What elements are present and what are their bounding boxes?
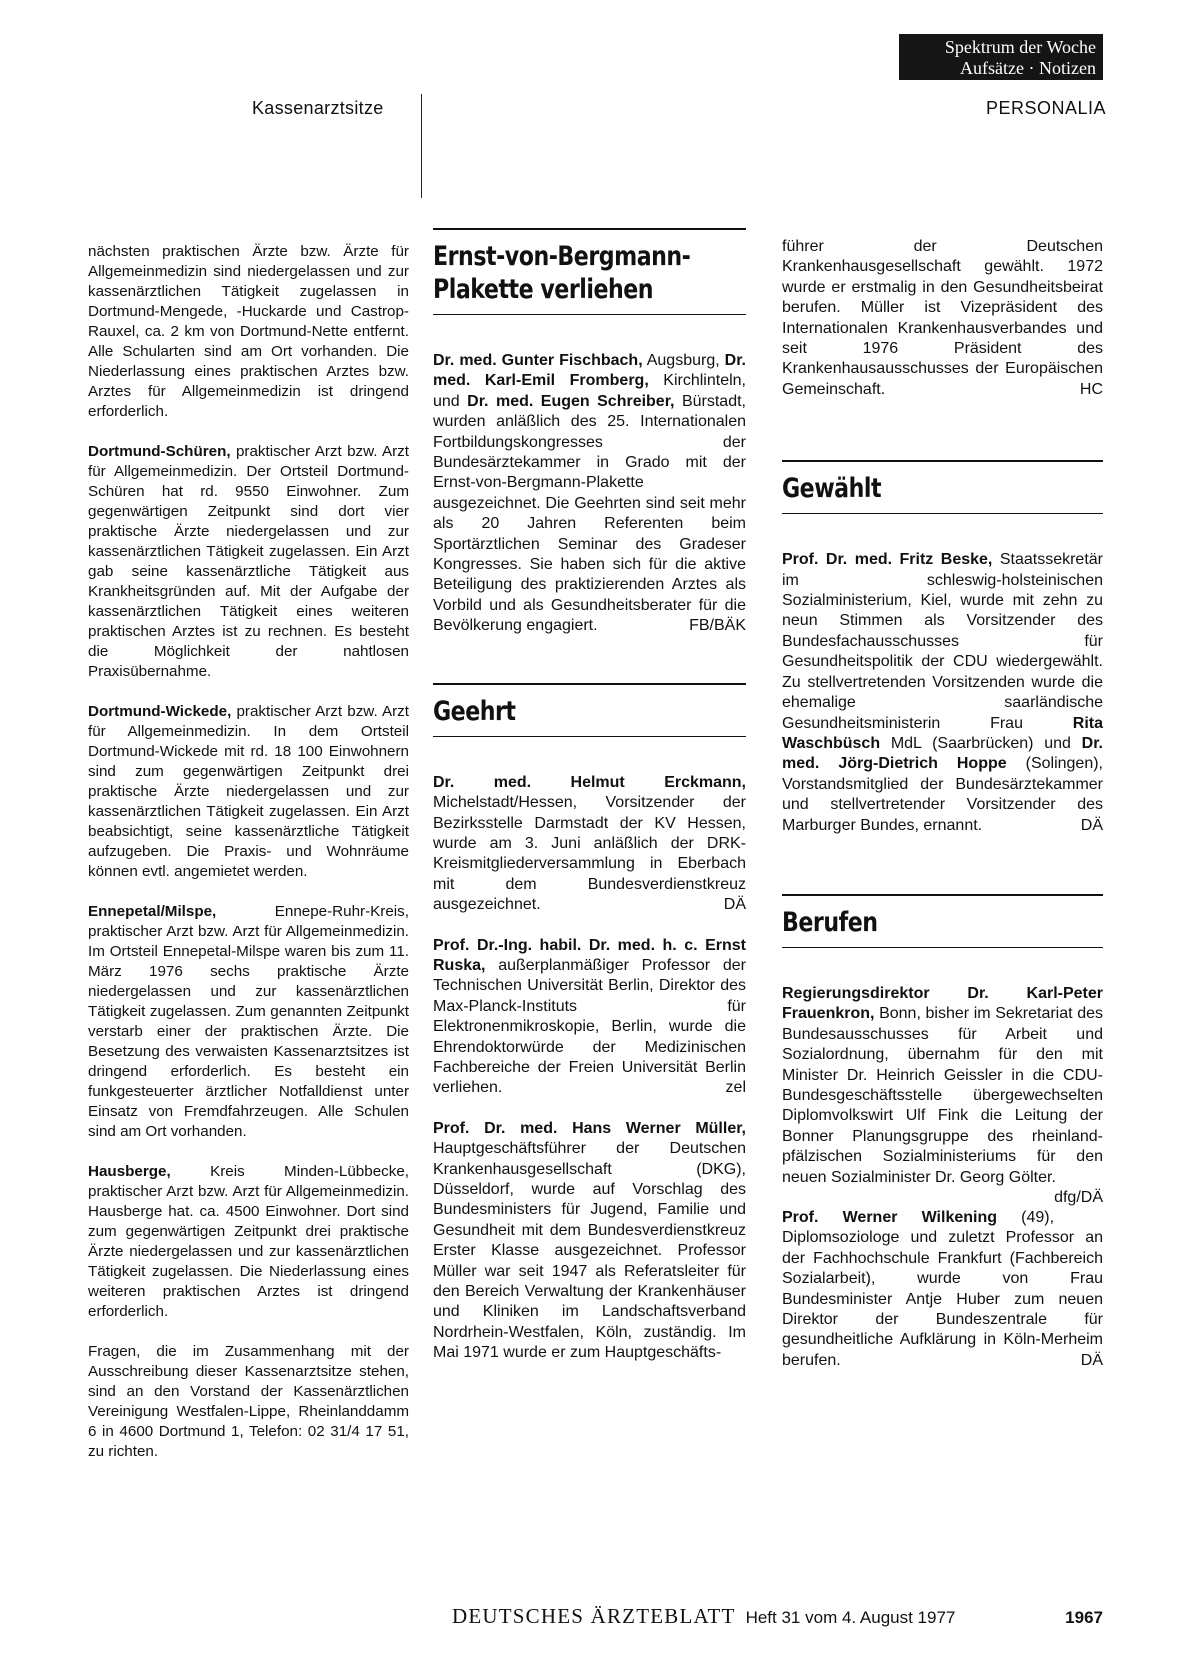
headline-rule-bottom [782, 513, 1103, 514]
left-column [88, 242, 409, 1462]
headline-rule-top [782, 460, 1103, 462]
article-erckmann [433, 773, 746, 916]
author-signature: DÄ [1080, 1351, 1103, 1369]
headline-line1: Ernst-von-Bergmann- [433, 241, 691, 272]
article-text: MdL (Saarbrücken) und [880, 734, 1082, 752]
person-name: Prof. Werner Wilkening [782, 1209, 998, 1226]
section-badge-line1: Spektrum der Woche [944, 37, 1096, 57]
article-mueller-continued [782, 237, 1103, 400]
article-text: Michelstadt/Hessen, Vorsitzender der Bezirksstelle Darmstadt der KV Hessen, wurde am 3. Juni anläßlich der DRK-Kreismitgliederversammlung in Eberbach mit dem Bundesverdienstkreuz ausgezeichnet. [433, 794, 746, 914]
article-text: außerplanmäßiger Professor der Technischen Universität Berlin, Direktor des Max-Planck-Instituts für Elektronenmikroskopie, Berlin, wurde die Ehrendoktorwürde der Medizinischen Fachbereiche der Freien Universität Berlin verliehen. [433, 956, 746, 1097]
left-running-head: Kassenarztsitze [252, 98, 384, 118]
article-text: (Solingen), Vorstandsmitglied der Bundesärztekammer und stellvertretender Vorsitzender des Marburger Bundes, ernannt. [782, 755, 1103, 834]
headline-line2: Plakette verliehen [433, 274, 654, 305]
listing-continuation: nächsten praktischen Ärzte bzw. Ärzte für Allgemeinmedizin sind niedergelassen und zur kassenärztlichen Tätigkeit zugelassen in Dortmund-Mengede, -Huckarde und Castrop-Rauxel, ca. 2 km von Dortmund-Nette entfernt. Alle Schularten sind am Ort vorhanden. Die Niederlassung eines praktischen Arztes bzw. Arztes für Allgemeinmedizin ist dringend erforderlich. [88, 243, 409, 420]
listing-place: Hausberge, [88, 1163, 171, 1180]
person-name: Prof. Dr. med. Hans Werner Müller, [433, 1119, 746, 1137]
right-column [782, 237, 1103, 1371]
article-text: Augsburg, [642, 352, 725, 369]
article-bergmann [433, 351, 746, 637]
person-name: Dr. med. Karl-Emil Fromberg, [433, 352, 746, 390]
person-name: Dr. med. Eugen Schreiber, [467, 392, 675, 410]
listing-text: praktischer Arzt bzw. Arzt für Allgemeinmedizin. In dem Ortsteil Dortmund-Wickede mit rd. 18 100 Einwohnern sind zum gegenwärtigen Zeitpunkt drei praktische Ärzte niedergelassen und zur kassenärztlichen Tätigkeit zugelassen. Ein Arzt beabsichtigt, seine kassenärztliche Tätigkeit aufzugeben. Die Praxis- und Wohnräume können evtl. angemietet werden. [88, 703, 409, 880]
author-signature: zel [725, 1079, 746, 1097]
listing-text: Ennepe-Ruhr-Kreis, praktischer Arzt bzw. Arzt für Allgemeinmedizin. Im Ortsteil Ennepetal-Milspe waren bis zum 11. März 1976 sechs praktische Ärzte niedergelassen und zur kassenärztlichen Tätigkeit zugelassen. Zum genannten Zeitpunkt verstarb einer der praktischen Ärzte. Die Besetzung des verwaisten Kassenarztsitzes ist dringend erforderlich. Es besteht ein funkgesteuerter ärztlicher Notfalldienst unter Einsatz von Fremdfahrzeugen. Alle Schulen sind am Ort vorhanden. [88, 903, 409, 1140]
author-signature: dfg/DÄ [1054, 1189, 1103, 1206]
person-name: Regierungsdirektor Dr. Karl-Peter Frauenkron, [782, 984, 1103, 1023]
listing-text: Kreis Minden-Lübbecke, praktischer Arzt bzw. Arzt für Allgemeinmedizin. Hausberge hat. ca. 4500 Einwohner. Dort sind zum gegenwärtigen Zeitpunkt drei praktische Ärzte niedergelassen und zur kassenärztlichen Tätigkeit zugelassen. Die Niederlassung eines weiteren praktischen Arztes ist dringend erforderlich. [88, 1163, 409, 1320]
page-footer [452, 1604, 1103, 1629]
person-name: Dr. med. Helmut Erckmann, [433, 773, 746, 791]
journal-name: DEUTSCHES ÄRZTEBLATT [452, 1604, 736, 1628]
listing-place: Ennepetal/Milspe, [88, 903, 217, 920]
listing-hausberge [88, 1162, 409, 1322]
article-text: (49), Diplomsoziologe und zuletzt Professor an der Fachhochschule Frankfurt (Fachbereich Sozialarbeit), wurde von Frau Bundesminister Antje Huber zum neuen Direktor der Bundeszentrale für gesundheitliche Aufklärung in Köln-Merheim berufen. [782, 1209, 1103, 1369]
right-running-head: PERSONALIA [985, 98, 1106, 118]
contact-paragraph: Fragen, die im Zusammenhang mit der Ausschreibung dieser Kassenarztsitze stehen, sind an den Vorstand der Kassenärztlichen Vereinigung Westfalen-Lippe, Rheinlanddamm 6 in 4600 Dortmund 1, Telefon: 02 31/4 17 51, zu richten. [88, 1343, 409, 1460]
listing-place: Dortmund-Wickede, [88, 703, 232, 720]
article-text: Bürstadt, wurden anläßlich des 25. Internationalen Fortbildungskongresses der Bundesärztekammer in Grado mit der Ernst-von-Bergmann-Plakette ausgezeichnet. Die Geehrten sind seit mehr als 20 Jahren Referenten beim Sportärztlichen Seminar des Gradeser Kongresses. Sie haben sich für die aktive Beteiligung des praktizierenden Arztes als Vorbild und als Gesundheitsberater für die Bevölkerung engagiert. [433, 392, 746, 635]
author-signature: FB/BÄK [689, 617, 746, 635]
article-text: Bonn, bisher im Sekretariat des Bundesausschusses für Arbeit und Sozialordnung, übernahm für den mit Minister Dr. Heinrich Geissler in die CDU-Bundesgeschäftsstelle übergewechselten Diplomvolkswirt Ulf Fink die Leitung der Bonner Planungsgruppe des rheinland-pfälzischen Sozialministeriums für den neuen Sozialminister Dr. Georg Gölter. [782, 1005, 1103, 1186]
person-name: Dr. med. Jörg-Dietrich Hoppe [782, 734, 1103, 773]
person-name: Dr. med. Gunter Fischbach, [433, 352, 643, 369]
column-divider [421, 94, 422, 198]
article-beske [782, 550, 1103, 836]
issue-info: Heft 31 vom 4. August 1977 [745, 1608, 956, 1627]
headline-rule-top [782, 894, 1103, 896]
section-badge [899, 34, 1103, 80]
listing-ennepetal-milspe [88, 902, 409, 1142]
headline-rule-bottom [433, 314, 746, 315]
person-name: Rita Waschbüsch [782, 714, 1103, 752]
article-frauenkron [782, 984, 1103, 1206]
author-signature: HC [1079, 380, 1103, 398]
section-badge-line2: Aufsätze · Notizen [960, 58, 1096, 78]
headline-rule-top [433, 228, 746, 230]
article-text: Hauptgeschäftsführer der Deutschen Krankenhausgesellschaft (DKG), Düsseldorf, wurde auf Vorschlag des Bundesministers für Jugend, Familie und Gesundheit mit dem Bundesverdienstkreuz Erster Klasse ausgezeichnet. Professor Müller war seit 1947 als Referatsleiter für den Bereich Verwaltung der Krankenhäuser und Kliniken im Landschaftsverband Nordrhein-Westfalen, Köln, zuständig. Im Mai 1971 wurde er zum Hauptgeschäfts- [433, 1140, 746, 1362]
article-text: Kirchlinteln, und [433, 372, 746, 410]
author-signature: DÄ [723, 896, 746, 914]
headline-rule-bottom [433, 736, 746, 737]
listing-place: Dortmund-Schüren, [88, 443, 231, 460]
person-name: Prof. Dr. med. Fritz Beske, [782, 551, 993, 569]
headline-geehrt: Geehrt [433, 695, 516, 727]
person-name: Prof. Dr.-Ing. habil. Dr. med. h. c. Ernst Ruska, [433, 936, 746, 974]
middle-column [433, 242, 746, 1364]
listing-dortmund-wickede [88, 702, 409, 882]
listing-dortmund-schueren [88, 442, 409, 682]
listing-text: praktischer Arzt bzw. Arzt für Allgemeinmedizin. Der Ortsteil Dortmund-Schüren hat rd. 9550 Einwohner. Zum gegenwärtigen Zeitpunkt sind dort vier praktische Ärzte niedergelassen und zur kassenärztlichen Tätigkeit zugelassen. Ein Arzt gab seine kassenärztliche Tätigkeit aus Krankheitsgründen auf. Mit der Aufgabe der kassenärztlichen Tätigkeit eines weiteren praktischen Arztes ist zu rechnen. Es besteht die Möglichkeit der nahtlosen Praxisübernahme. [88, 443, 409, 680]
article-text: Staatssekretär im schleswig-holsteinischen Sozialministerium, Kiel, wurde mit zehn zu neun Stimmen als Vorsitzender des Bundesfachausschusses für Gesundheitspolitik der CDU wiedergewählt. Zu stellvertretenden Vorsitzenden wurde die ehemalige saarländische Gesundheitsministerin Frau [782, 551, 1103, 732]
headline-rule-top [433, 683, 746, 685]
article-mueller [433, 1119, 746, 1364]
page-number: 1967 [1065, 1608, 1103, 1627]
headline-rule-bottom [782, 947, 1103, 948]
article-text: führer der Deutschen Krankenhausgesellschaft gewählt. 1972 wurde er erstmalig in den Gesundheitsbeirat berufen. Müller ist Vizepräsident des Internationalen Krankenhausverbandes und seit 1976 Präsident des Krankenhausausschusses der Europäischen Gemeinschaft. [782, 238, 1103, 398]
headline-bergmann-plakette [433, 240, 690, 306]
author-signature: DÄ [1080, 816, 1103, 834]
headline-berufen: Berufen [782, 906, 878, 938]
headline-gewaehlt: Gewählt [782, 473, 882, 505]
article-wilkening [782, 1208, 1103, 1371]
article-ruska [433, 936, 746, 1099]
